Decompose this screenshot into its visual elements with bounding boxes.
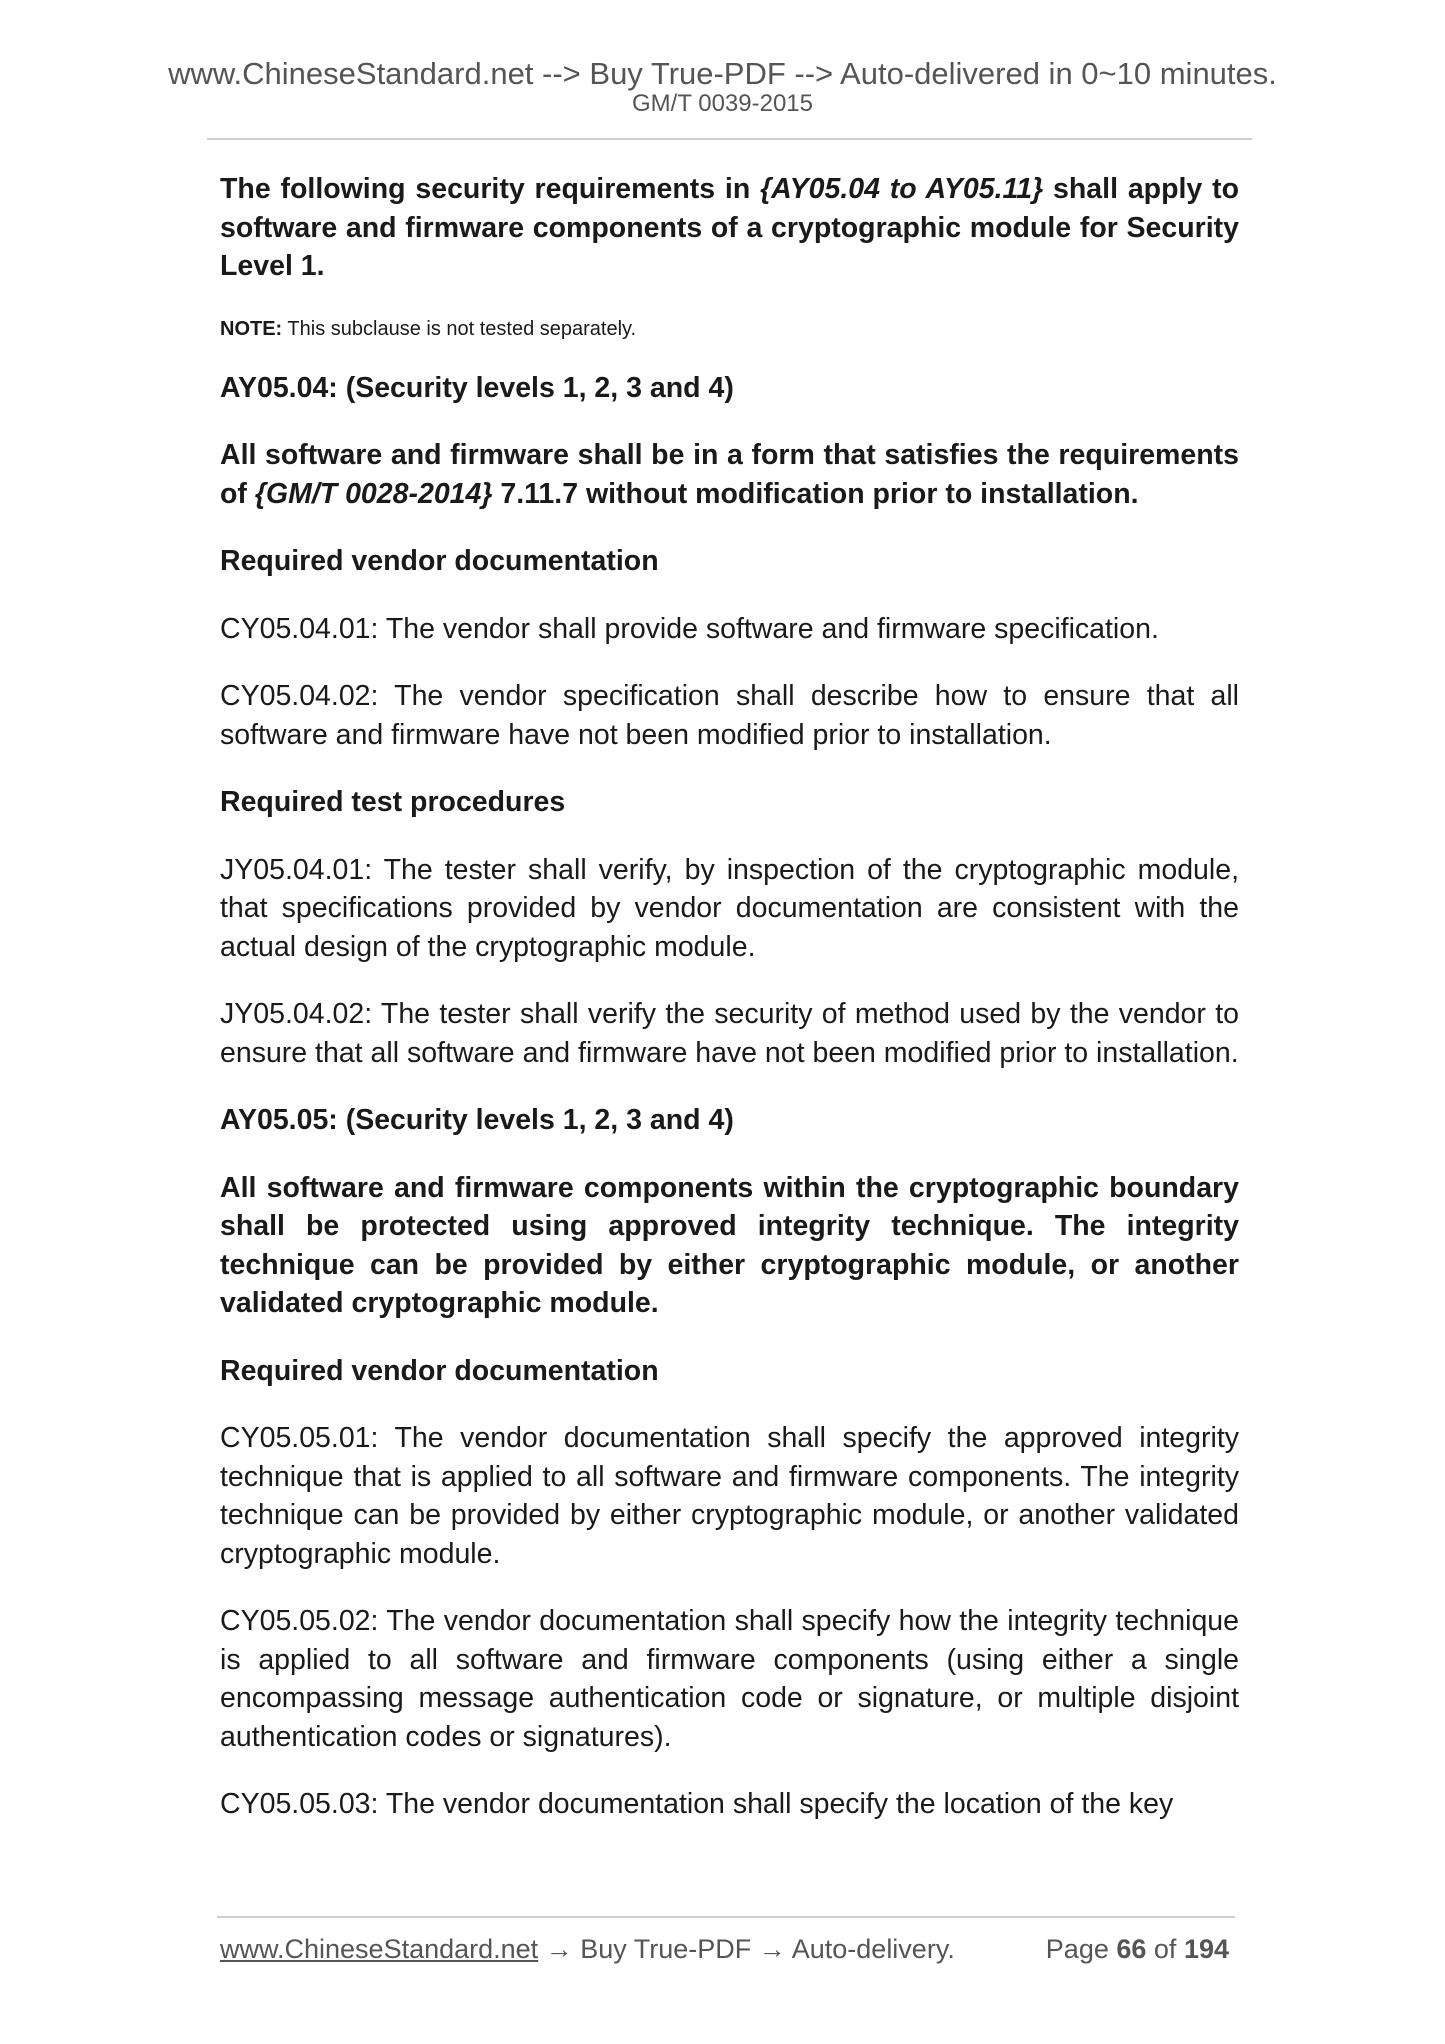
intro-ref: {AY05.04 to AY05.11} bbox=[760, 173, 1044, 205]
cy050402: CY05.04.02: The vendor specification shall describe how to ensure that all software and firmware have not been modified prior to installation. bbox=[220, 680, 1239, 751]
current-page: 66 bbox=[1116, 1934, 1147, 1964]
header-banner: www.ChineseStandard.net --> Buy True-PDF --> Auto-delivered in 0~10 minutes. bbox=[168, 56, 1277, 91]
ay0505-requirement: All software and firmware components within the cryptographic boundary shall be protected using approved integrity technique. The integrity technique can be provided by either cryptographic module, or another validated cryptographic module. bbox=[220, 1171, 1239, 1319]
jy050402: JY05.04.02: The tester shall verify the security of method used by the vendor to ensure that all software and firmware have not been modified prior to installation. bbox=[220, 998, 1239, 1069]
footer-divider bbox=[217, 1916, 1235, 1918]
footer-site-link[interactable]: www.ChineseStandard.net bbox=[220, 1934, 539, 1964]
ay0504-ref: {GM/T 0028-2014} bbox=[254, 477, 493, 510]
intro-paragraph: The following security requirements in {AY05.04 to AY05.11} shall apply to software and firmware components of a cryptographic module for Security Level 1. bbox=[220, 173, 1239, 282]
header-divider bbox=[207, 138, 1252, 140]
ay0504-vendor-heading: Required vendor documentation bbox=[220, 545, 659, 577]
page-number: Page 66 of 194 bbox=[1045, 1934, 1229, 1964]
ay0504-test-heading: Required test procedures bbox=[220, 786, 566, 818]
ay0504-requirement: All software and firmware shall be in a form that satisfies the requirements of {GM/T 0028-2014} 7.11.7 without modification prior to installation. bbox=[220, 439, 1239, 510]
page-content bbox=[220, 170, 1239, 1853]
ay0505-heading: AY05.05: (Security levels 1, 2, 3 and 4) bbox=[220, 1104, 734, 1136]
footer bbox=[220, 1933, 1235, 1965]
cy050503: CY05.05.03: The vendor documentation shall specify the location of the key bbox=[220, 1788, 1174, 1820]
jy050401: JY05.04.01: The tester shall verify, by inspection of the cryptographic module, that specifications provided by vendor documentation are consistent with the actual design of the cryptographic module. bbox=[220, 853, 1239, 963]
ay0505-vendor-heading: Required vendor documentation bbox=[220, 1354, 659, 1387]
ay0504-heading: AY05.04: (Security levels 1, 2, 3 and 4) bbox=[220, 371, 734, 404]
note-label: NOTE: bbox=[220, 317, 283, 340]
footer-text: → Buy True-PDF → Auto-delivery. bbox=[538, 1934, 955, 1964]
cy050401: CY05.04.01: The vendor shall provide software and firmware specification. bbox=[220, 612, 1159, 645]
cy050501: CY05.05.01: The vendor documentation shall specify the approved integrity technique that is applied to all software and firmware components. The integrity technique can be provided by either cryptographic module, or another validated cryptographic module. bbox=[220, 1422, 1239, 1570]
cy050502: CY05.05.02: The vendor documentation shall specify how the integrity technique is applied to all software and firmware components (using either a single encompassing message authentication code or signature, or multiple disjoint authentication codes or signatures). bbox=[220, 1605, 1239, 1753]
note bbox=[220, 315, 1239, 343]
total-pages: 194 bbox=[1183, 1934, 1229, 1964]
standard-id: GM/T 0039-2015 bbox=[632, 90, 813, 117]
note-text: This subclause is not tested separately. bbox=[282, 317, 637, 340]
